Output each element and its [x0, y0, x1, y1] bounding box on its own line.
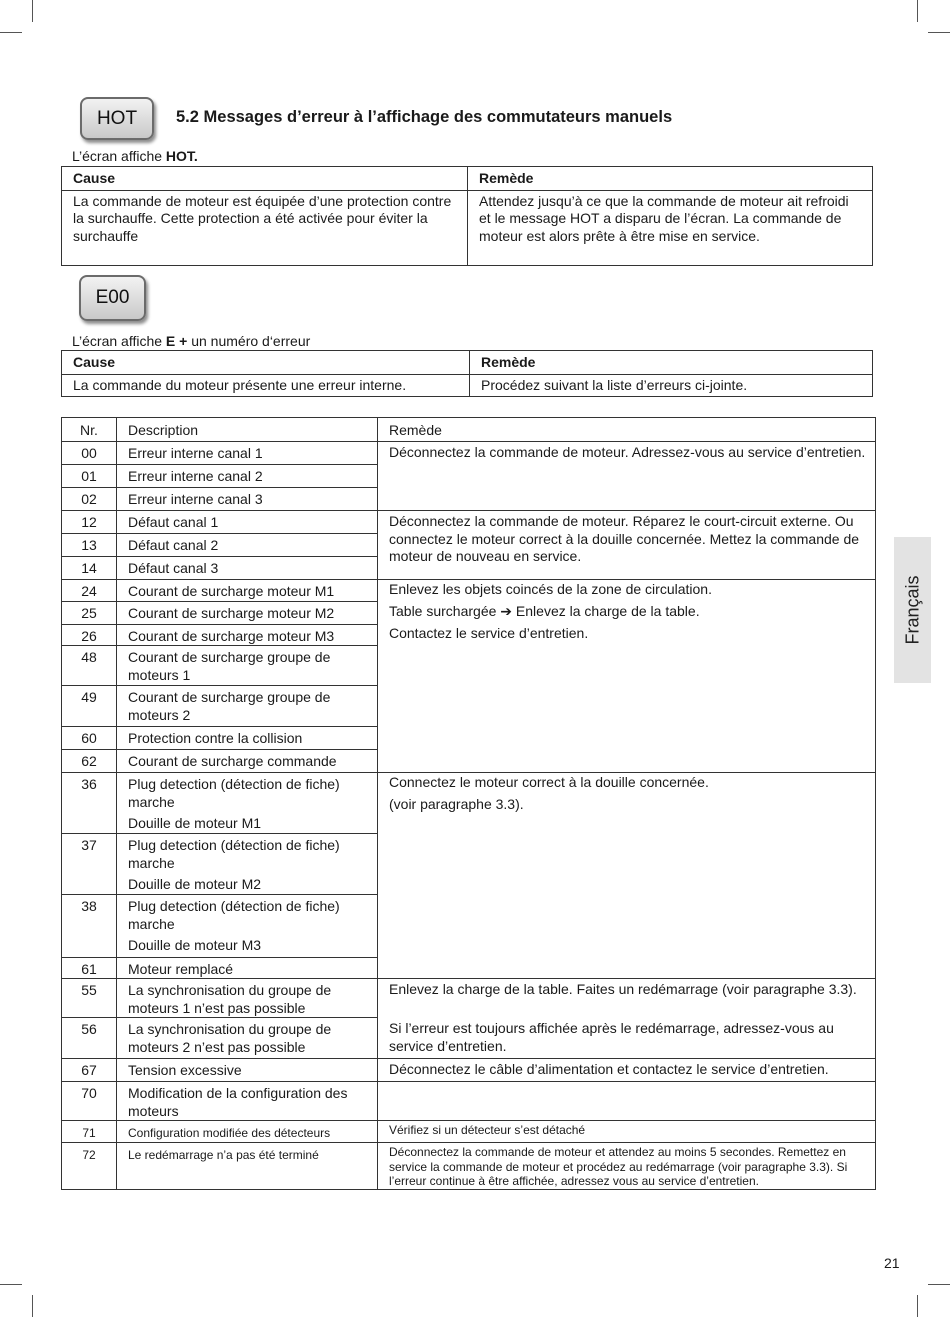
remedy-restart: Déconnectez la commande de moteur et attendez au moins 5 secondes. Remettez en service la commande de moteur et procédez au redémarrage (voir paragraphe 3.3). Si l’erreur continue à être affichée, adressez vous au service d’entretien. [389, 1145, 848, 1188]
error-code: 60 [81, 730, 97, 746]
e00-remedy-text: Procédez suivant la liste d’erreurs ci-jointe. [470, 374, 873, 397]
error-code: 24 [81, 583, 97, 599]
crop-mark [928, 1284, 950, 1285]
hot-cause-header: Cause [62, 167, 468, 191]
row-divider [62, 978, 875, 979]
row-divider [62, 645, 378, 646]
hot-display-icon [80, 97, 154, 140]
error-description: Protection contre la collision [128, 730, 303, 746]
error-code: 67 [81, 1062, 97, 1078]
arrow-right-icon: ➔ [500, 603, 513, 619]
row-divider [62, 579, 875, 580]
crop-mark [917, 0, 918, 22]
language-tab [894, 537, 931, 683]
error-code: 48 [81, 649, 97, 665]
error-code: 38 [81, 898, 97, 914]
remedy-synchronisation-service: Si l’erreur est toujours affichée après le redémarrage, adressez-vous au service d’entretien. [389, 1020, 834, 1054]
hot-caption: L’écran affiche HOT. [72, 148, 198, 164]
error-code: 13 [81, 537, 97, 553]
error-code: 00 [81, 445, 97, 461]
error-description: Le redémarrage n’a pas été terminé [128, 1148, 319, 1162]
remedy-plug-detection: Connectez le moteur correct à la douille concernée. [389, 774, 709, 790]
header-remedy: Remède [389, 422, 442, 438]
row-divider [62, 957, 378, 958]
row-divider [62, 624, 378, 625]
row-divider [62, 556, 378, 557]
error-code: 70 [81, 1085, 97, 1101]
remedy-overload-objects: Enlevez les objets coincés de la zone de circulation. [389, 581, 712, 597]
row-divider [62, 772, 875, 773]
row-divider [62, 601, 378, 602]
error-description: Courant de surcharge moteur M2 [128, 605, 335, 621]
row-divider [62, 685, 378, 686]
error-code: 62 [81, 753, 97, 769]
row-divider [62, 1120, 875, 1121]
error-code: 55 [81, 982, 97, 998]
row-divider [62, 1017, 378, 1018]
error-code: 36 [81, 776, 97, 792]
language-label: Français [902, 575, 922, 645]
crop-mark [917, 1295, 918, 1317]
row-divider [62, 833, 378, 834]
crop-mark [0, 1284, 22, 1285]
error-description: Tension excessive [128, 1062, 242, 1078]
e00-display-icon [79, 275, 146, 321]
e00-remedy-header: Remède [470, 351, 873, 375]
error-description: Courant de surcharge moteur M1 [128, 583, 335, 599]
hot-remedy-text: Attendez jusqu’à ce que la commande de moteur ait refroidi et le message HOT a disparu de l’écran. La commande de moteur est alors prête à être mise en service. [468, 190, 873, 265]
error-description: Courant de surcharge commande [128, 753, 337, 769]
error-description: Modification de la configuration des moteurs [128, 1085, 348, 1119]
error-description-socket: Douille de moteur M2 [128, 876, 262, 892]
header-description: Description [128, 422, 199, 438]
row-divider [62, 1142, 875, 1143]
e00-cause-header: Cause [62, 351, 470, 375]
crop-mark [0, 32, 22, 33]
error-description: Plug detection (détection de fiche) marche [128, 898, 340, 932]
row-divider [62, 1058, 875, 1059]
remedy-excess-voltage: Déconnectez le câble d’alimentation et contactez le service d’entretien. [389, 1061, 829, 1077]
error-description: La synchronisation du groupe de moteurs 2 n’est pas possible [128, 1021, 332, 1055]
remedy-channel-fault: Déconnectez la commande de moteur. Réparez le court-circuit externe. Ou connectez le moteur correct à la douille concernée. Mettez la commande de moteur de nouveau en service. [389, 513, 860, 564]
crop-mark [32, 1295, 33, 1317]
error-description: Erreur interne canal 2 [128, 468, 263, 484]
error-description: Courant de surcharge moteur M3 [128, 628, 335, 644]
error-description: Défaut canal 3 [128, 560, 219, 576]
row-divider [62, 464, 378, 465]
error-description: Défaut canal 2 [128, 537, 219, 553]
row-divider [62, 487, 378, 488]
hot-display-label: HOT [96, 107, 138, 129]
e00-table [61, 350, 873, 397]
hot-table [61, 166, 873, 266]
error-description: Plug detection (détection de fiche) marche [128, 837, 340, 871]
error-code-table [61, 417, 876, 1190]
e00-cause-text: La commande du moteur présente une erreur interne. [62, 374, 470, 397]
hot-remedy-header: Remède [468, 167, 873, 191]
error-description: Moteur remplacé [128, 961, 234, 977]
remedy-plug-detection-ref: (voir paragraphe 3.3). [389, 796, 524, 812]
error-code: 12 [81, 514, 97, 530]
row-divider [62, 749, 378, 750]
row-divider [62, 1081, 875, 1082]
e00-display-label: E00 [95, 287, 130, 308]
row-divider [62, 726, 378, 727]
error-code: 37 [81, 837, 97, 853]
header-nr: Nr. [80, 422, 98, 438]
error-description: Configuration modifiée des détecteurs [128, 1126, 331, 1140]
crop-mark [32, 0, 33, 22]
remedy-synchronisation: Enlevez la charge de la table. Faites un redémarrage (voir paragraphe 3.3). [389, 981, 857, 997]
error-description: Courant de surcharge groupe de moteurs 1 [128, 649, 331, 683]
error-description: Erreur interne canal 1 [128, 445, 263, 461]
row-divider [62, 510, 875, 511]
error-description: Erreur interne canal 3 [128, 491, 263, 507]
crop-mark [928, 32, 950, 33]
error-code: 14 [81, 560, 97, 576]
error-description: Courant de surcharge groupe de moteurs 2 [128, 689, 331, 723]
error-description: Défaut canal 1 [128, 514, 219, 530]
e00-caption: L’écran affiche E + un numéro d‘erreur [72, 333, 311, 349]
remedy-internal-error: Déconnectez la commande de moteur. Adressez-vous au service d’entretien. [389, 444, 866, 460]
error-code: 71 [82, 1126, 96, 1140]
remedy-overload-table: Table surchargée ➔ Enlevez la charge de la table. [389, 603, 700, 619]
section-title: 5.2 Messages d’erreur à l’affichage des commutateurs manuels [176, 108, 673, 126]
error-description: Plug detection (détection de fiche) marche [128, 776, 340, 810]
error-code: 26 [81, 628, 97, 644]
error-description-socket: Douille de moteur M3 [128, 937, 262, 953]
error-description-socket: Douille de moteur M1 [128, 815, 262, 831]
row-divider [62, 533, 378, 534]
hot-cause-text: La commande de moteur est équipée d’une protection contre la surchauffe. Cette protection a été activée pour éviter la surchauffe [62, 190, 468, 265]
remedy-overload-service: Contactez le service d’entretien. [389, 625, 589, 641]
error-code: 25 [81, 605, 97, 621]
error-code: 49 [81, 689, 97, 705]
page-number: 21 [884, 1255, 900, 1271]
error-code: 56 [81, 1021, 97, 1037]
remedy-detector: Vérifiez si un détecteur s’est détaché [389, 1123, 586, 1137]
error-description: La synchronisation du groupe de moteurs 1 n’est pas possible [128, 982, 332, 1016]
row-divider [62, 894, 378, 895]
row-divider [62, 441, 875, 442]
error-code: 72 [82, 1148, 96, 1162]
error-code: 01 [81, 468, 97, 484]
error-code: 02 [81, 491, 97, 507]
error-code: 61 [81, 961, 97, 977]
